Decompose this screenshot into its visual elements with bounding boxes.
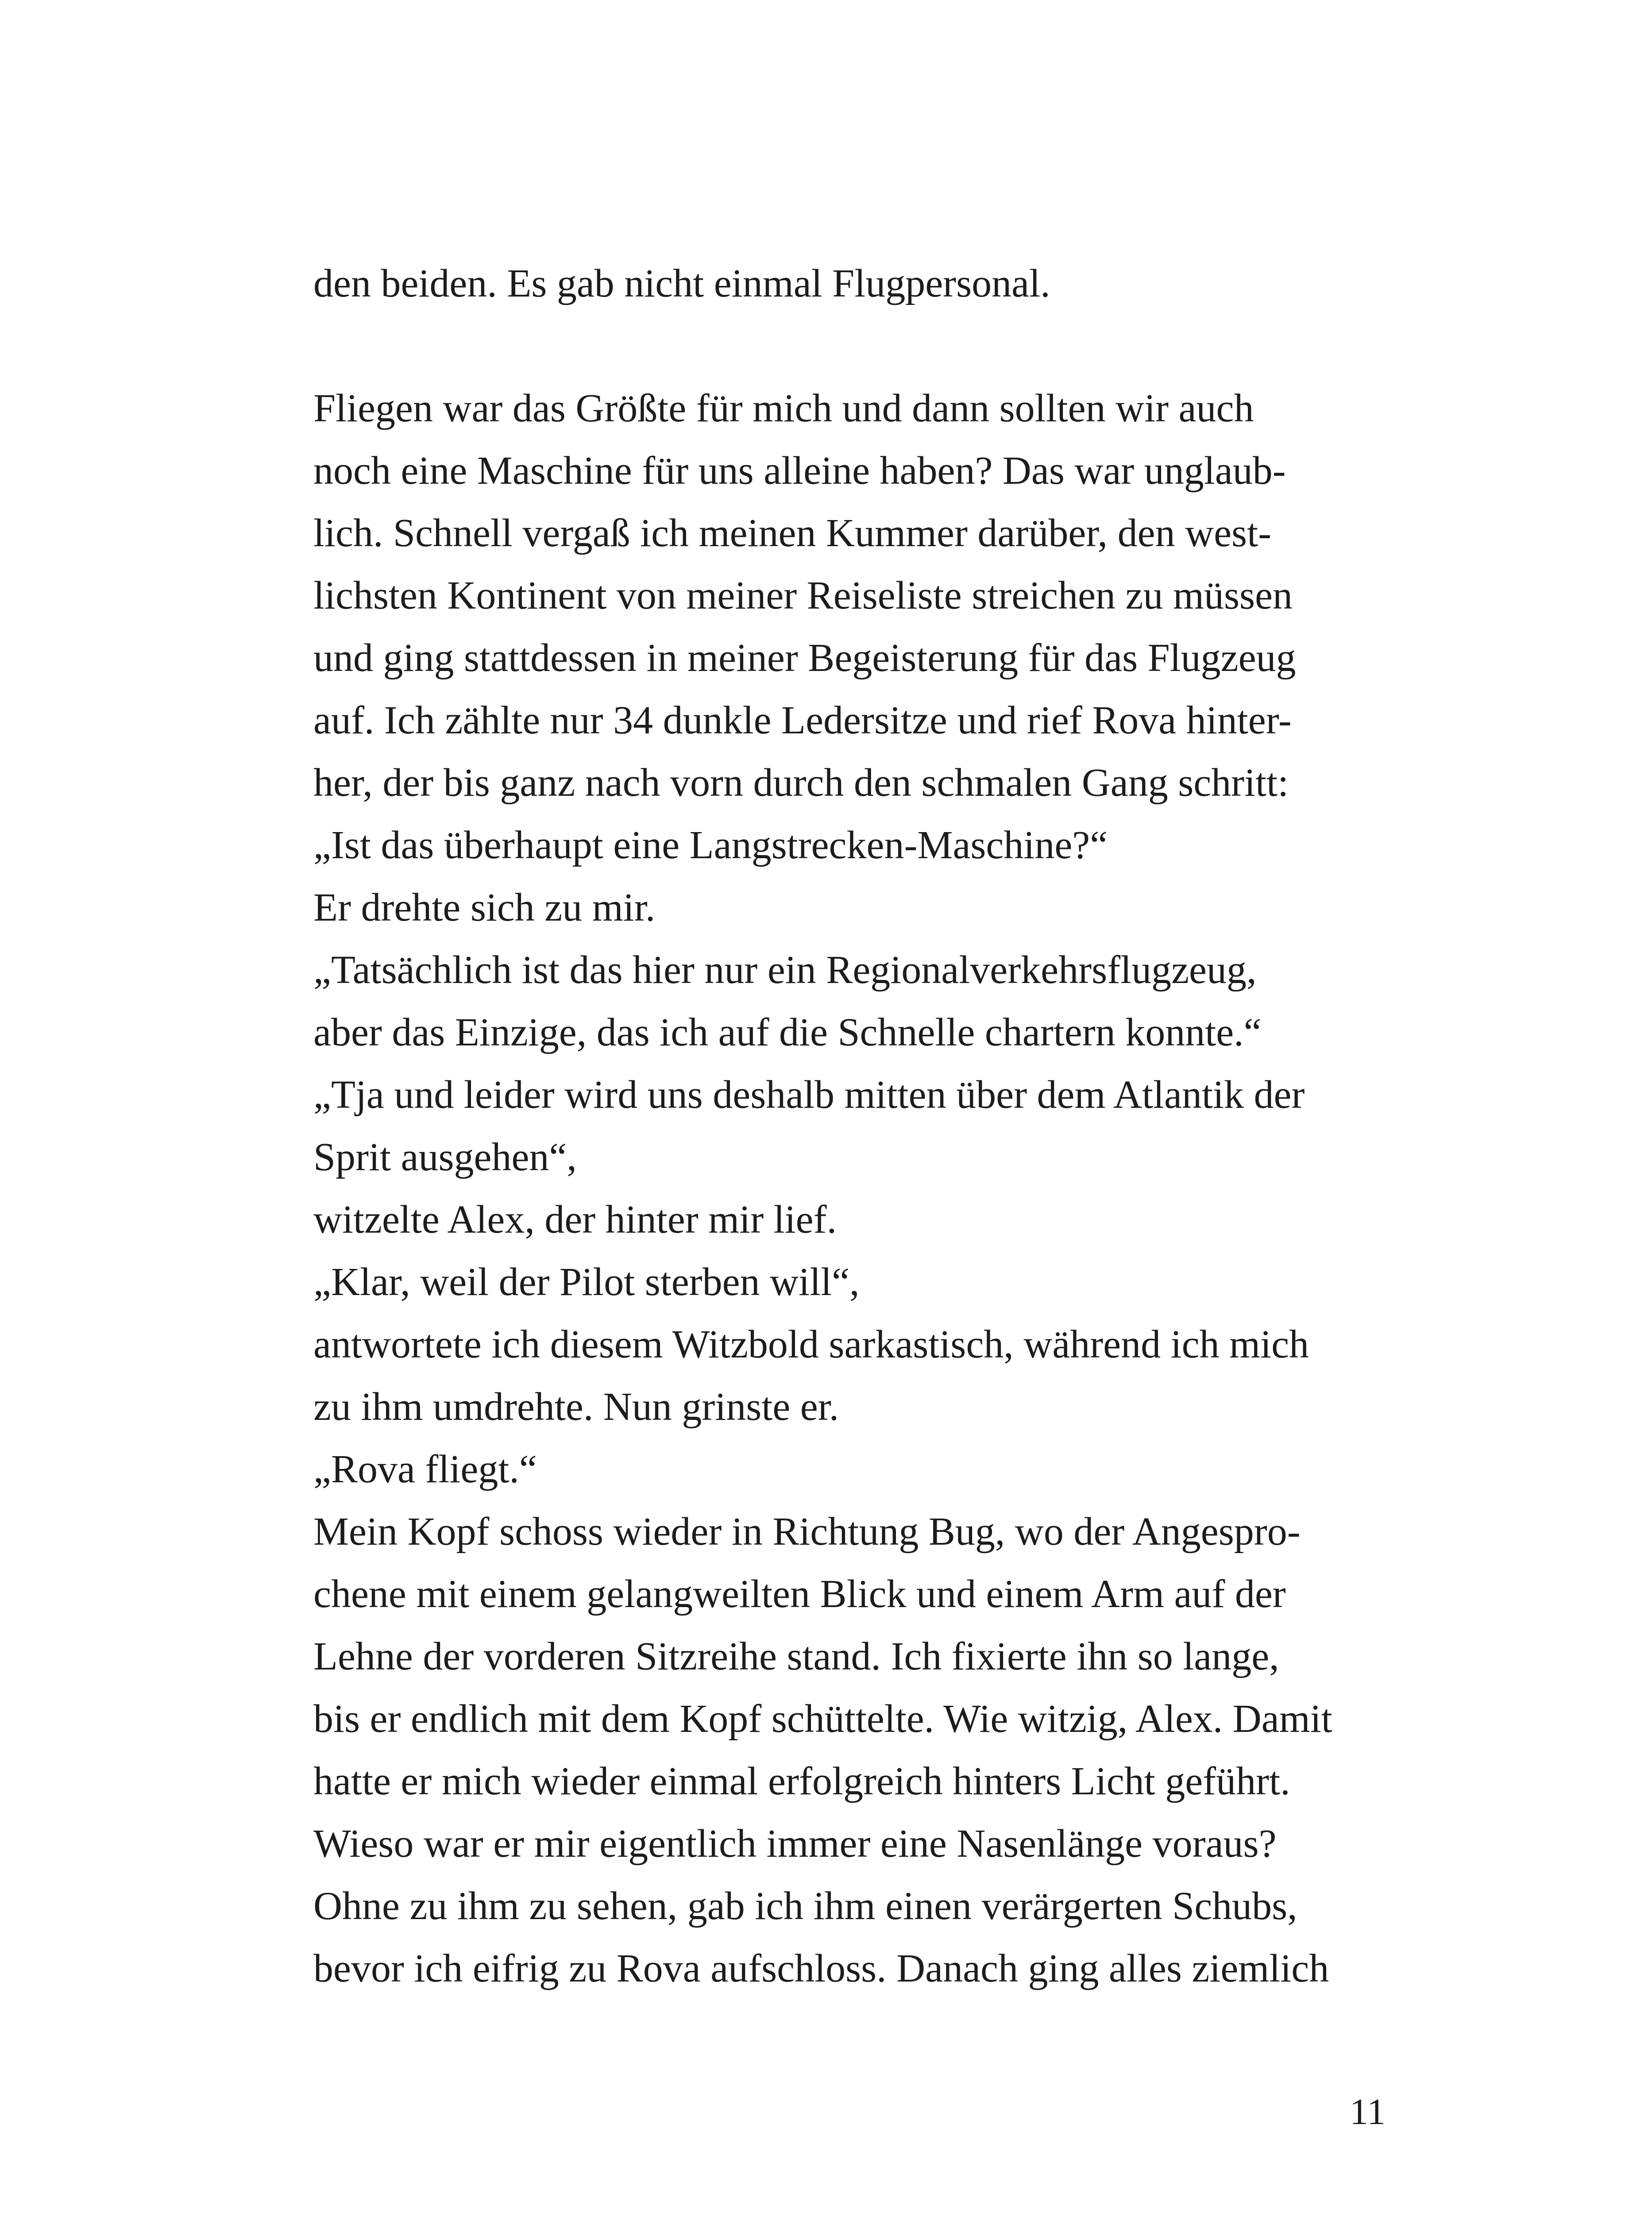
text-line: hatte er mich wieder einmal erfolgreich hinters Licht geführt. bbox=[313, 1759, 1290, 1803]
text-line: witzelte Alex, der hinter mir lief. bbox=[313, 1198, 837, 1241]
text-line: chene mit einem gelangweilten Blick und einem Arm auf der bbox=[313, 1572, 1286, 1616]
text-line: noch eine Maschine für uns alleine haben? Das war unglaub- bbox=[313, 449, 1286, 493]
text-line: Fliegen war das Größte für mich und dann sollten wir auch bbox=[313, 386, 1254, 430]
text-line: aber das Einzige, das ich auf die Schnelle chartern konnte.“ bbox=[313, 1010, 1262, 1054]
text-line: zu ihm umdrehte. Nun grinste er. bbox=[313, 1385, 839, 1429]
text-line: lich. Schnell vergaß ich meinen Kummer darüber, den west- bbox=[313, 511, 1272, 555]
text-line: „Klar, weil der Pilot sterben will“, bbox=[313, 1260, 860, 1304]
text-line: her, der bis ganz nach vorn durch den schmalen Gang schritt: bbox=[313, 761, 1289, 805]
paragraph-gap bbox=[313, 315, 1402, 377]
text-line: auf. Ich zählte nur 34 dunkle Ledersitze und rief Rova hinter- bbox=[313, 698, 1292, 742]
body-text bbox=[313, 252, 1402, 2000]
text-line: bis er endlich mit dem Kopf schüttelte. Wie witzig, Alex. Damit bbox=[313, 1697, 1332, 1741]
text-line: „Tja und leider wird uns deshalb mitten über dem Atlantik der bbox=[313, 1073, 1305, 1117]
text-line: Lehne der vorderen Sitzreihe stand. Ich fixierte ihn so lange, bbox=[313, 1635, 1279, 1678]
text-line: Sprit ausgehen“, bbox=[313, 1135, 577, 1179]
page-number: 11 bbox=[1350, 2091, 1386, 2132]
text-line: bevor ich eifrig zu Rova aufschloss. Danach ging alles ziemlich bbox=[313, 1947, 1329, 1990]
text-line: und ging stattdessen in meiner Begeisterung für das Flugzeug bbox=[313, 636, 1296, 680]
text-line: Ohne zu ihm zu sehen, gab ich ihm einen verärgerten Schubs, bbox=[313, 1884, 1297, 1928]
text-line: „Rova fliegt.“ bbox=[313, 1447, 537, 1491]
text-line: „Ist das überhaupt eine Langstrecken-Maschine?“ bbox=[313, 823, 1108, 867]
text-line: antwortete ich diesem Witzbold sarkastisch, während ich mich bbox=[313, 1322, 1309, 1366]
text-line: Mein Kopf schoss wieder in Richtung Bug, wo der Angespro- bbox=[313, 1510, 1301, 1554]
text-line: lichsten Kontinent von meiner Reiseliste streichen zu müssen bbox=[313, 574, 1293, 617]
text-line: den beiden. Es gab nicht einmal Flugpersonal. bbox=[313, 262, 1050, 305]
text-line: Wieso war er mir eigentlich immer eine Nasenlänge voraus? bbox=[313, 1822, 1277, 1866]
text-line: Er drehte sich zu mir. bbox=[313, 886, 656, 929]
text-line: „Tatsächlich ist das hier nur ein Regionalverkehrsflugzeug, bbox=[313, 948, 1257, 992]
